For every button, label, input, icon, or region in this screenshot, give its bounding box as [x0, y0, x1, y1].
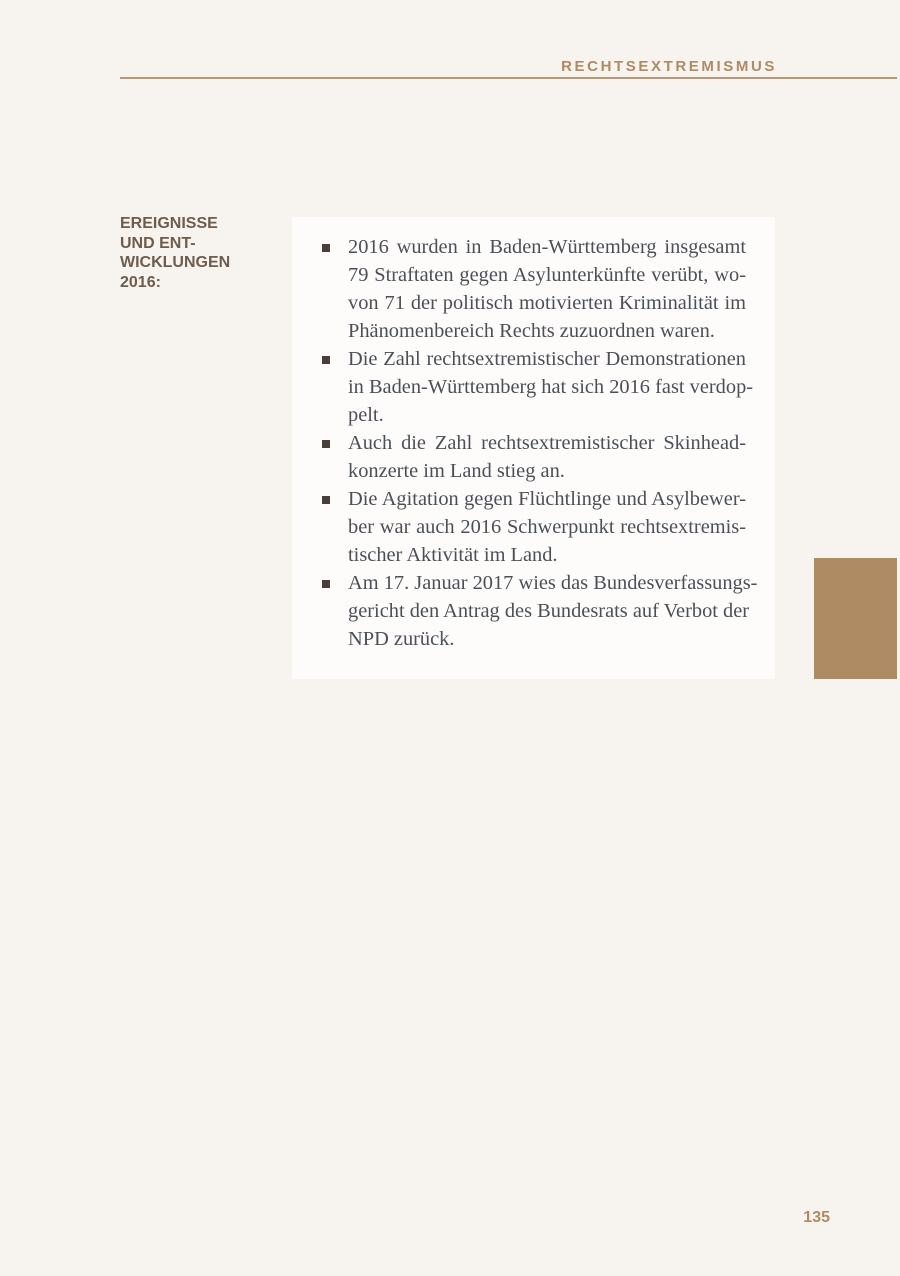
square-bullet-icon: [322, 580, 330, 588]
square-bullet-icon: [322, 440, 330, 448]
bullet-line: tischer Aktivität im Land.: [348, 544, 558, 566]
bullet-item: [348, 345, 754, 429]
bullet-item: [348, 233, 746, 345]
square-bullet-icon: [322, 356, 330, 364]
side-heading-line: 2016:: [120, 273, 161, 291]
side-heading-line: UND ENT-: [120, 234, 196, 252]
bullet-line: von 71 der politisch motivierten Kriminalität im: [348, 292, 746, 314]
bullet-line: ber war auch 2016 Schwerpunkt rechtsextremis-: [348, 516, 746, 538]
bullet-line: NPD zurück.: [348, 628, 455, 650]
bullet-line: Am 17. Januar 2017 wies das Bundesverfassungs-: [348, 572, 758, 594]
bullet-item: [348, 485, 746, 569]
chapter-thumb-tab: [814, 558, 897, 679]
side-heading: [120, 214, 270, 292]
bullet-line: Die Zahl rechtsextremistischer Demonstrationen: [348, 348, 746, 370]
bullet-line: Phänomenbereich Rechts zuzuordnen waren.: [348, 320, 715, 342]
running-header-title: RECHTSEXTREMISMUS: [561, 58, 777, 75]
bullet-item: [348, 569, 758, 653]
square-bullet-icon: [322, 496, 330, 504]
summary-box: [292, 217, 775, 679]
side-heading-line: EREIGNISSE: [120, 215, 218, 232]
bullet-list: [348, 233, 758, 653]
bullet-line: 2016 wurden in Baden-Württemberg insgesamt: [348, 236, 746, 258]
bullet-line: Die Agitation gegen Flüchtlinge und Asylbewer-: [348, 488, 746, 510]
bullet-line: 79 Straftaten gegen Asylunterkünfte verübt, wo-: [348, 264, 746, 286]
bullet-line: konzerte im Land stieg an.: [348, 460, 565, 482]
bullet-line: gericht den Antrag des Bundesrats auf Verbot der: [348, 600, 750, 622]
bullet-line: Auch die Zahl rechtsextremistischer Skinhead-: [348, 432, 746, 454]
bullet-line: in Baden-Württemberg hat sich 2016 fast verdop-: [348, 376, 754, 398]
header-rule: [120, 77, 897, 79]
square-bullet-icon: [322, 244, 330, 252]
page-number: 135: [803, 1209, 830, 1226]
bullet-item: [348, 429, 746, 485]
bullet-line: pelt.: [348, 404, 384, 426]
side-heading-line: WICKLUNGEN: [120, 254, 231, 271]
